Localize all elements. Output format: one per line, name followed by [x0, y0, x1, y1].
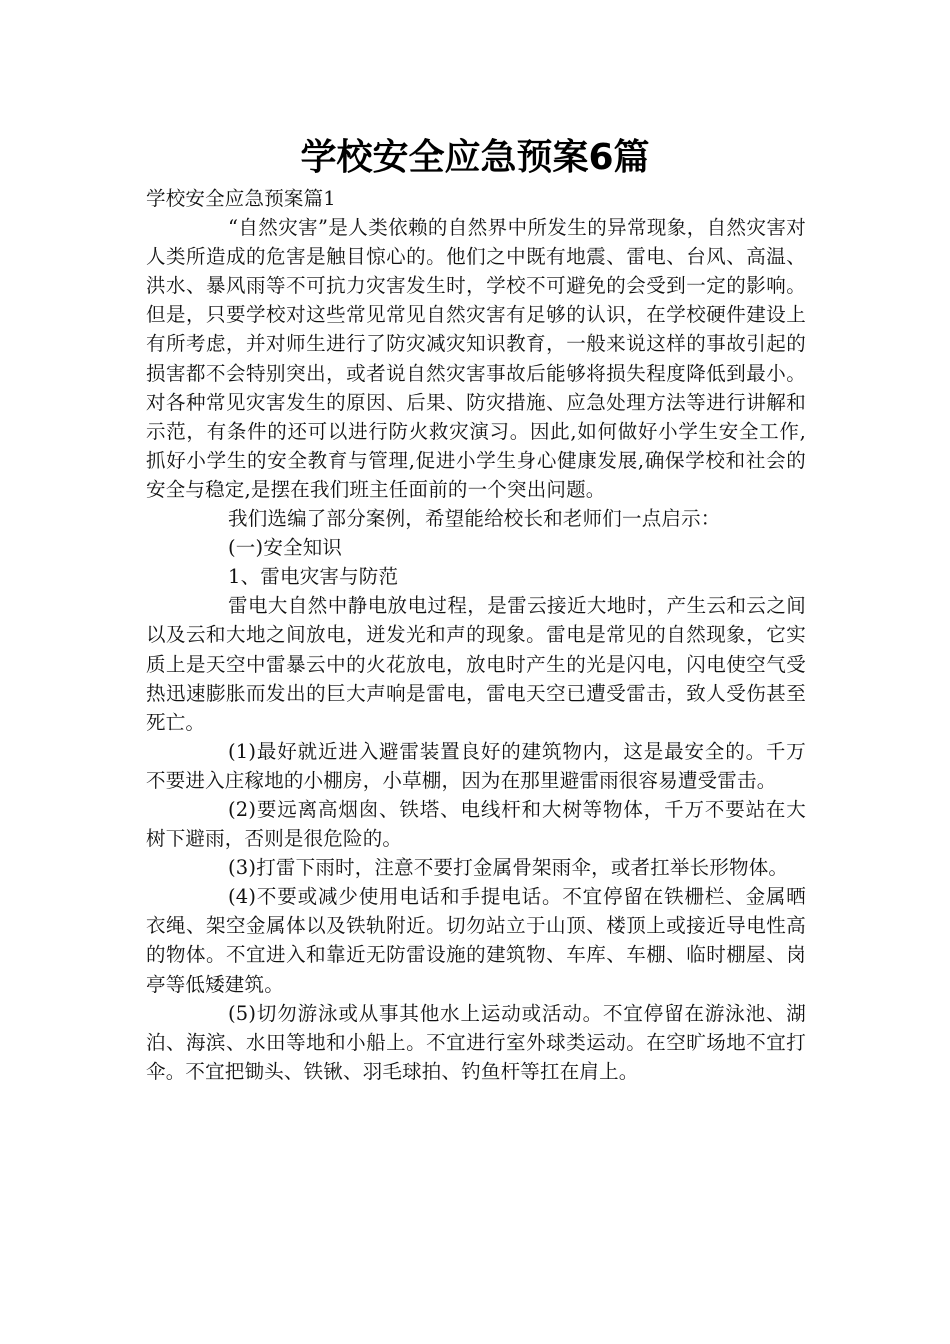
list-item-2: (2)要远离高烟囱、铁塔、电线杆和大树等物体，千万不要站在大树下避雨，否则是很危险的。 [146, 797, 806, 851]
section-heading-safety-knowledge: (一)安全知识 [228, 536, 343, 560]
paragraph-intro: “自然灾害”是人类依赖的自然界中所发生的异常现象，自然灾害对人类所造成的危害是触目惊心的。他们之中既有地震、雷电、台风、高温、洪水、暴风雨等不可抗力灾害发生时，学校不可避免的会受到一定的影响。但是，只要学校对这些常见常见自然灾害有足够的认识，在学校硬件建设上有所考虑，并对师生进行了防灾减灾知识教育，一般来说这样的事故引起的损害都不会特别突出，或者说自然灾害事故后能够将损失程度降低到最小。对各种常见灾害发生的原因、后果、防灾措施、应急处理方法等进行讲解和示范，有条件的还可以进行防火救灾演习。因此,如何做好小学生安全工作,抓好小学生的安全教育与管理,促进小学生身心健康发展,确保学校和社会的安全与稳定,是摆在我们班主任面前的一个突出问题。 [146, 216, 806, 501]
section-heading-lightning: 1、雷电灾害与防范 [228, 565, 399, 589]
page-title: 学校安全应急预案6篇 [300, 137, 650, 178]
list-item-3: (3)打雷下雨时，注意不要打金属骨架雨伞，或者扛举长形物体。 [228, 856, 789, 880]
list-item-1: (1)最好就近进入避雷装置良好的建筑物内，这是最安全的。千万不要进入庄稼地的小棚房，小草棚，因为在那里避雷雨很容易遭受雷击。 [146, 739, 806, 792]
list-item-5: (5)切勿游泳或从事其他水上运动或活动。不宜停留在游泳池、湖泊、海滨、水田等地和小船上。不宜进行室外球类运动。在空旷场地不宜打伞。不宜把锄头、铁锹、羽毛球拍、钓鱼杆等扛在肩上。 [146, 1001, 806, 1083]
paragraph-cases: 我们选编了部分案例，希望能给校长和老师们一点启示： [228, 507, 721, 531]
list-item-4: (4)不要或减少使用电话和手提电话。不宜停留在铁栅栏、金属晒衣绳、架空金属体以及铁轨附近。切勿站立于山顶、楼顶上或接近导电性高的物体。不宜进入和靠近无防雷设施的建筑物、车库、车棚、临时棚屋、岗亭等低矮建筑。 [146, 885, 806, 996]
paragraph-lightning: 雷电大自然中静电放电过程，是雷云接近大地时，产生云和云之间以及云和大地之间放电，迸发光和声的现象。雷电是常见的自然现象，它实质上是天空中雷暴云中的火花放电，放电时产生的光是闪电，闪电使空气受热迅速膨胀而发出的巨大声响是雷电，雷电天空已遭受雷击，致人受伤甚至死亡。 [146, 594, 806, 734]
section-subtitle: 学校安全应急预案篇1 [146, 187, 336, 210]
document-body [146, 184, 806, 1086]
